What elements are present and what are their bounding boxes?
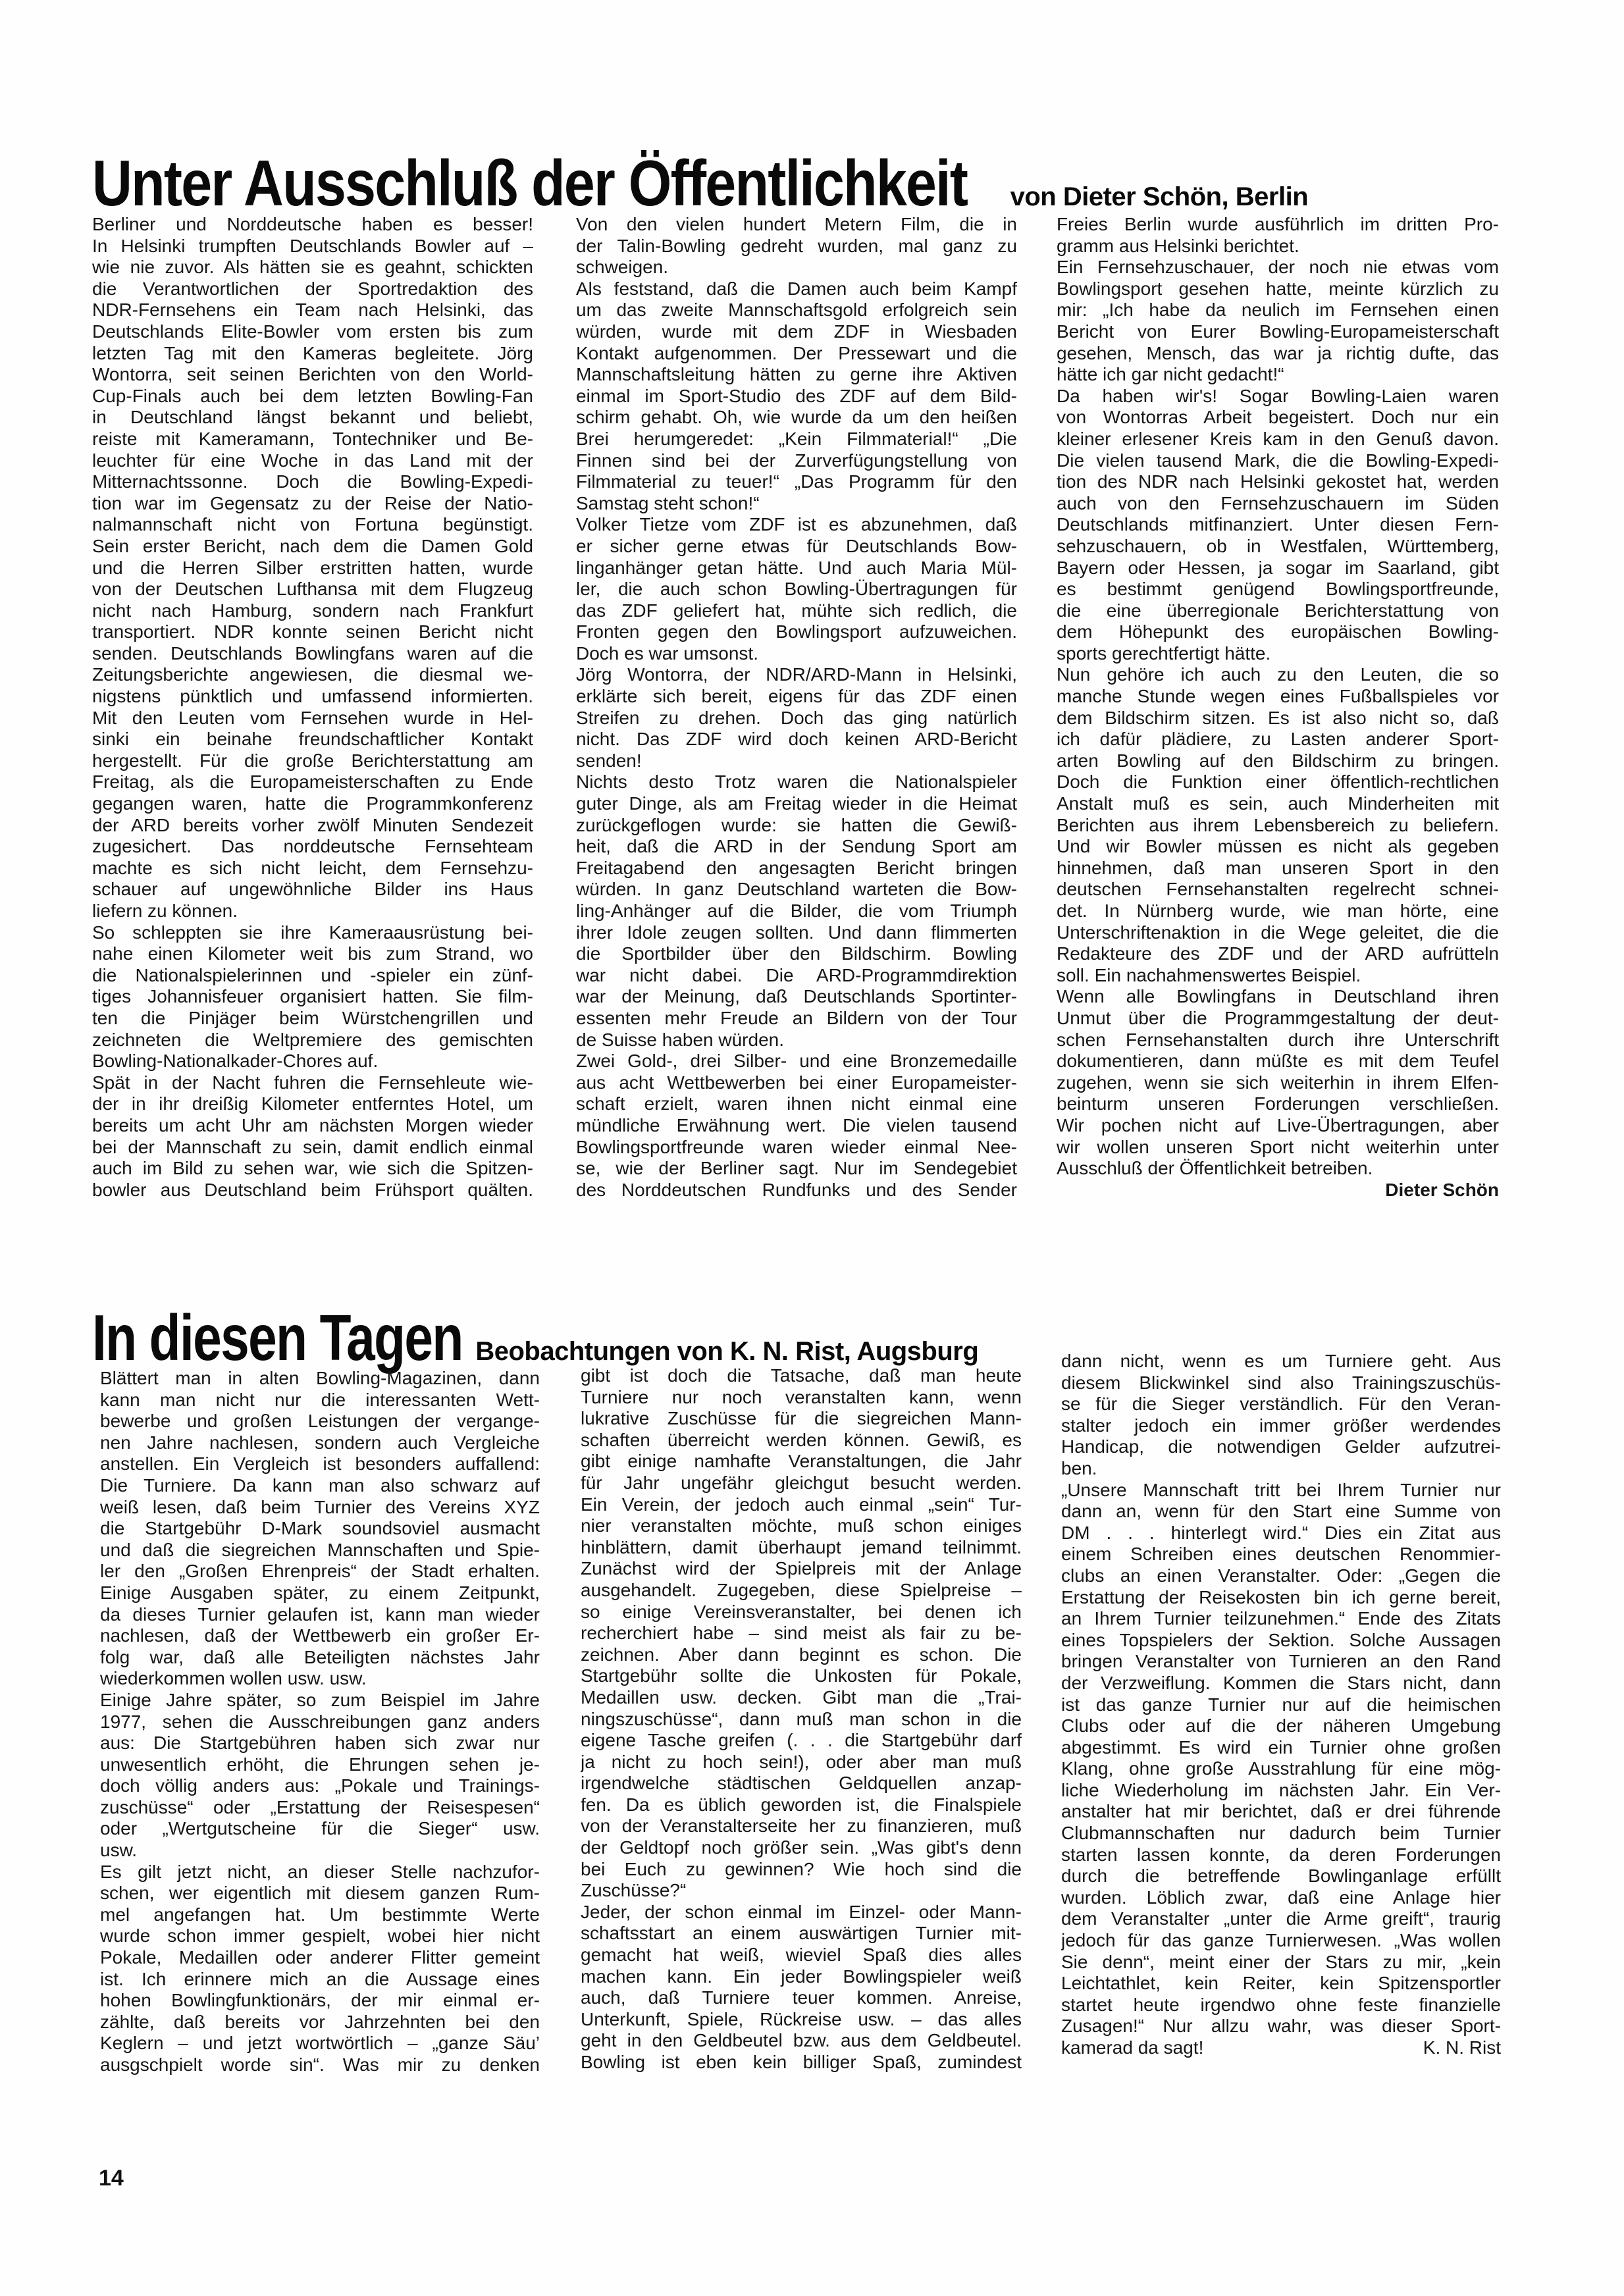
text-line: wir wollen unseren Sport nicht weiterhin unter (1057, 1136, 1499, 1157)
text-line: ihrer Idole zeugen sollten. Und dann flimmerten (576, 922, 1017, 943)
text-line: die Nationalspielerinnen und -spieler ein zünf- (92, 964, 533, 985)
text-line: weiß lesen, daß beim Turnier des Vereins XYZ (100, 1496, 540, 1517)
text-line: essenten mehr Freude an Bildern von der Tour (576, 1007, 1017, 1028)
text-line: Nichts desto Trotz waren die Nationalspieler (576, 771, 1017, 793)
text-line: Unmut über die Programmgestaltung der deut- (1057, 1007, 1499, 1028)
text-line: In Helsinki trumpften Deutschlands Bowler auf – (92, 235, 533, 256)
text-line: Es gilt jetzt nicht, an dieser Stelle nachzufor- (100, 1861, 540, 1882)
text-line: tion des NDR nach Helsinki gekostet hat, werden (1057, 471, 1499, 492)
text-line: eigene Tasche greifen (. . . die Startgebühr darf (581, 1730, 1022, 1751)
text-line: Brei herumgeredet: „Kein Filmmaterial!“ „Die (576, 428, 1017, 449)
text-line: nalmannschaft nicht von Fortuna begünstigt. (92, 514, 533, 535)
text-line: einem Schreiben eines deutschen Renommier- (1061, 1544, 1501, 1565)
text-line: Berliner und Norddeutsche haben es besser! (92, 214, 533, 234)
text-line: Clubs oder auf die der näheren Umgebung (1061, 1715, 1501, 1736)
text-line: wurde schon immer gespielt, wobei hier nicht (100, 1925, 540, 1946)
text-line: Turniere nur noch veranstalten kann, wenn (581, 1386, 1022, 1407)
text-line: der Verzweiflung. Kommen die Stars nicht, dann (1061, 1672, 1501, 1693)
text-line: dann an, wenn für den Start eine Summe von (1061, 1501, 1501, 1522)
text-line: da dieses Turnier gelaufen ist, kann man wieder (100, 1604, 540, 1625)
text-line: mündliche Erwähnung wert. Die vielen tausend (576, 1114, 1017, 1135)
text-line: recherchiert habe – sind meist als fair zu be- (581, 1623, 1022, 1644)
text-line: Clubmannschaften nur dadurch beim Turnier (1061, 1823, 1501, 1844)
text-line: nicht. Das ZDF wird doch keinen ARD-Bericht (576, 729, 1017, 750)
text-line: Sie denn“, meint einer der Stars zu mir, „kein (1061, 1951, 1501, 1972)
text-line: schaften überreicht werden können. Gewiß, es (581, 1429, 1022, 1450)
text-line: Erstattung der Reisekosten bin ich gerne bereit, (1061, 1586, 1501, 1607)
text-line: ausgschpielt worde sin“. Was mir zu denken (100, 2054, 540, 2075)
text-line: nigstens pünktlich und umfassend informierten. (92, 686, 533, 707)
text-line: schen, wer eigentlich mit diesem ganzen Rum- (100, 1883, 540, 1904)
text-line: dem Bildschirm sitzen. Es ist also nicht so, daß (1057, 707, 1499, 728)
text-line: schauer auf ungewöhnliche Bilder ins Haus (92, 879, 533, 900)
text-line: Startgebühr sollte die Unkosten für Pokale, (581, 1665, 1022, 1686)
text-line: arten Bowling auf den Bildschirm zu bringen. (1057, 750, 1499, 771)
closing-line-row (1061, 2037, 1501, 2059)
text-line: Da haben wir's! Sogar Bowling-Laien waren (1057, 385, 1499, 406)
text-line: in Deutschland längst bekannt und beliebt, (92, 407, 533, 428)
article1-signature: Dieter Schön (1385, 1179, 1499, 1200)
text-line: kleiner erlesener Kreis kam in den Genuß davon. (1057, 428, 1499, 449)
text-line: hinnehmen, daß man unseren Sport in den (1057, 857, 1499, 878)
text-line: linganhänger getan hätte. Und auch Maria Mül- (576, 557, 1017, 578)
text-line: Jeder, der schon einmal im Einzel- oder Mann- (581, 1901, 1022, 1922)
text-line: Wir pochen nicht auf Live-Übertragungen, aber (1057, 1114, 1499, 1135)
text-line: unwesentlich erhöht, die Ehrungen sehen je- (100, 1754, 540, 1775)
text-line: Nun gehöre ich auch zu den Leuten, die so (1057, 664, 1499, 685)
text-line: Spät in der Nacht fuhren die Fernsehleute wie- (92, 1072, 533, 1093)
article2-signature: K. N. Rist (1423, 2037, 1501, 2058)
text-line: ich dafür plädiere, zu Lasten anderer Sport- (1057, 729, 1499, 750)
text-line: det. In Nürnberg wurde, wie man hörte, eine (1057, 900, 1499, 921)
text-line: für Jahr ungefähr gleichgut besucht werden. (581, 1472, 1022, 1493)
text-line: dem Höhepunkt des europäischen Bowling- (1057, 621, 1499, 642)
text-line: ist. Ich erinnere mich an die Aussage eines (100, 1968, 540, 1989)
text-line: mir: „Ich habe da neulich im Fernsehen einen (1057, 300, 1499, 321)
text-line: zählte, daß bereits vor Jahrzehnten bei den (100, 2011, 540, 2032)
text-line: Bayern oder Hessen, ja sogar im Saarland, gibt (1057, 557, 1499, 578)
text-line: gibt ist doch die Tatsache, daß man heute (581, 1365, 1022, 1386)
text-line: Zusagen!“ Nur allzu wahr, was dieser Sport- (1061, 2016, 1501, 2037)
text-line: zurückgeflogen wurde: sie hatten die Gewiß- (576, 814, 1017, 835)
text-line: aus: Die Startgebühren haben sich zwar nur (100, 1733, 540, 1754)
text-line: schaftsstart an einem auswärtigen Turnier mit- (581, 1923, 1022, 1944)
article2-byline: Beobachtungen von K. N. Rist, Augsburg (475, 1337, 979, 1366)
text-line: doch völlig anders aus: „Pokale und Trainings- (100, 1775, 540, 1796)
text-line: aus acht Wettbewerben bei einer Europameister- (576, 1072, 1017, 1093)
text-line: anstellen. Ein Vergleich ist besonders auffallend: (100, 1453, 540, 1474)
text-line: Doch es war umsonst. (576, 642, 758, 664)
text-line: ler, die auch schon Bowling-Übertragungen für (576, 579, 1017, 600)
text-line: nen Jahre nachlesen, sondern auch Vergleiche (100, 1432, 540, 1453)
text-line: um das zweite Mannschaftsgold erfolgreich sein (576, 300, 1017, 321)
text-line: transportiert. NDR konnte seinen Bericht nicht (92, 621, 533, 642)
text-line: gibt einige namhafte Veranstaltungen, die Jahr (581, 1451, 1022, 1472)
text-line: erklärte sich bereit, eigens für das ZDF einen (576, 686, 1017, 707)
text-line: auch, daß Turniere teuer kommen. Anreise, (581, 1987, 1022, 2008)
text-line: irgendwelche städtischen Geldquellen anzap- (581, 1773, 1022, 1794)
text-line: Leichtathlet, kein Reiter, kein Spitzensportler (1061, 1973, 1501, 1994)
text-line: zuschüsse“ oder „Erstattung der Reisespesen“ (100, 1796, 540, 1817)
text-line: sports gerechtfertigt hätte. (1057, 642, 1271, 664)
text-line: senden! (576, 750, 642, 771)
text-line: Redakteure des ZDF und der ARD aufrütteln (1057, 943, 1499, 964)
text-line: Blättert man in alten Bowling-Magazinen, dann (100, 1368, 540, 1388)
text-line: Anstalt muß es sein, auch Minderheiten mit (1057, 793, 1499, 814)
text-line: senden. Deutschlands Bowlingfans waren auf die (92, 642, 533, 664)
text-line: Samstag steht schon!“ (576, 492, 760, 513)
text-line: ja nicht zu hoch sein!), oder aber man muß (581, 1751, 1022, 1772)
text-line: Unterschriftenaktion in die Wege geleitet, die die (1057, 922, 1499, 943)
text-line: hinblättern, damit überhaupt jemand teilnimmt. (581, 1536, 1022, 1557)
text-line: heit, daß die ARD in der Sendung Sport am (576, 836, 1017, 857)
text-line: Freitag, als die Europameisterschaften zu Ende (92, 771, 533, 793)
text-line: oder „Wertgutscheine für die Sieger“ usw. (100, 1818, 540, 1839)
article1-byline: von Dieter Schön, Berlin (1010, 182, 1309, 211)
text-line: von der Veranstalterseite her zu finanzieren, muß (581, 1815, 1022, 1837)
text-line: soll. Ein nachahmenswertes Beispiel. (1057, 964, 1361, 985)
text-line: Ein Fernsehzuschauer, der noch nie etwas vom (1057, 257, 1499, 278)
text-line: liche Wiederholung im nächsten Jahr. Ein Ver- (1061, 1779, 1501, 1800)
text-line: deutschen Fernsehanstalten regelrecht schnei- (1057, 879, 1499, 900)
text-line: se, wie der Berliner sagt. Nur im Sendegebiet (576, 1158, 1017, 1179)
text-line: Berichten aus ihrem Lebensbereich zu beliefern. (1057, 814, 1499, 835)
text-line: reiste mit Kameramann, Tontechniker und Be- (92, 428, 533, 449)
text-line: Deutschlands mitfinanziert. Unter diesen Fern- (1057, 514, 1499, 535)
text-line: nier veranstalten möchte, muß schon einiges (581, 1515, 1022, 1536)
text-line: machen kann. Ein jeder Bowlingspieler weiß (581, 1966, 1022, 1987)
text-line: letzten Tag mit den Kameras begleitete. Jörg (92, 342, 533, 363)
text-line: starten lassen konnte, da deren Forderungen (1061, 1844, 1501, 1865)
article2-column-3 (1061, 1351, 1501, 2059)
text-line: Deutschlands Elite-Bowler vom ersten bis zum (92, 321, 533, 342)
text-line: auch im Bild zu sehen war, wie sich die Spitzen- (92, 1158, 533, 1179)
text-line: der Talin-Bowling gedreht wurden, mal ganz zu (576, 235, 1017, 256)
text-line: liefern zu können. (92, 900, 238, 921)
text-line: Die vielen tausend Mark, die die Bowling-Expedi- (1057, 450, 1499, 471)
text-line: ist das ganze Turnier nur auf die heimischen (1061, 1694, 1501, 1715)
text-line: nachlesen, daß der Wettbewerb ein großer Er- (100, 1625, 540, 1646)
text-line: bereits um acht Uhr am nächsten Morgen wieder (92, 1114, 533, 1135)
text-line: und daß die siegreichen Mannschaften und Spie- (100, 1539, 540, 1560)
text-line: 1977, sehen die Ausschreibungen ganz anders (100, 1711, 540, 1732)
text-line: bringen Veranstalter von Turnieren an den Rand (1061, 1651, 1501, 1672)
text-line: ben. (1061, 1457, 1097, 1478)
text-line: Die Turniere. Da kann man also schwarz auf (100, 1474, 540, 1496)
text-line: an Ihrem Turnier teilzunehmen.“ Ende des Zitats (1061, 1608, 1501, 1629)
text-line: die eine überregionale Berichterstattung von (1057, 600, 1499, 621)
text-line: dem Veranstalter „unter die Arme greift“, traurig (1061, 1908, 1501, 1929)
text-line: schirm gehabt. Oh, wie wurde da um den heißen (576, 407, 1017, 428)
text-line: Zunächst wird der Spielpreis mit der Anlage (581, 1558, 1022, 1579)
text-line: bei der Mannschaft zu sein, damit endlich einmal (92, 1136, 533, 1157)
text-line: die Verantwortlichen der Sportredaktion des (92, 278, 533, 299)
text-line: Ein Verein, der jedoch auch einmal „sein“ Tur- (581, 1494, 1022, 1515)
article2-title: In diesen Tagen (92, 1301, 463, 1374)
text-line: Und wir Bowler müssen es nicht als gegeben (1057, 836, 1499, 857)
text-line: Bowling-Nationalkader-Chores auf. (92, 1051, 379, 1072)
text-line: nicht nach Hamburg, sondern nach Frankfurt (92, 600, 533, 621)
text-line: beinturm unseren Forderungen verschließen. (1057, 1093, 1499, 1114)
text-line: schaft erzielt, waren ihnen nicht einmal eine (576, 1093, 1017, 1114)
text-line: clubs an einen Veranstalter. Oder: „Gegen die (1061, 1565, 1501, 1586)
text-line: der Geldtopf noch größer sein. „Was gibt's denn (581, 1837, 1022, 1858)
text-line: dokumentieren, dann müßte es mit dem Teufel (1057, 1051, 1499, 1072)
text-line: stalter jedoch ein immer größer werdendes (1061, 1415, 1501, 1436)
text-line: ningszuschüsse“, dann muß man schon in die (581, 1708, 1022, 1729)
text-line: Als feststand, daß die Damen auch beim Kampf (576, 278, 1017, 299)
text-line: Fronten gegen den Bowlingsport aufzuweichen. (576, 621, 1017, 642)
text-line: zeichneten die Weltpremiere des gemischten (92, 1029, 533, 1050)
text-line: jedoch für das ganze Turnierwesen. „Was wollen (1061, 1930, 1501, 1951)
text-line: war nicht dabei. Die ARD-Programmdirektion (576, 964, 1017, 985)
text-line: bei Euch zu gewinnen? Wie hoch sind die (581, 1858, 1022, 1879)
text-line: auch von den Fernsehzuschauern im Süden (1057, 492, 1499, 513)
article1-column-1 (92, 214, 533, 1201)
text-line: das ZDF geliefert hat, mühte sich redlich, die (576, 600, 1017, 621)
text-line: se für die Sieger verständlich. Für den Veran- (1061, 1394, 1501, 1415)
text-line: und die Herren Silber erstritten hatten, wurde (92, 557, 533, 578)
text-line: Bowlingsport gesehen hatte, meinte kürzlich zu (1057, 278, 1499, 299)
text-line: Mitternachtssonne. Doch die Bowling-Expedi- (92, 471, 533, 492)
text-line: eines Topspielers der Sektion. Solche Aussagen (1061, 1629, 1501, 1650)
text-line: Doch die Funktion einer öffentlich-rechtlichen (1057, 771, 1499, 793)
text-line: sehzuschauern, ob in Westfalen, Württemberg, (1057, 535, 1499, 556)
text-line: Bericht von Eurer Bowling-Europameisterschaft (1057, 321, 1499, 342)
text-line: de Suisse haben würden. (576, 1029, 784, 1050)
article2-closing-text: kamerad da sagt! (1061, 2037, 1204, 2058)
text-line: leuchter für eine Woche in das Land mit der (92, 450, 533, 471)
text-line: dann nicht, wenn es um Turniere geht. Aus (1061, 1351, 1501, 1371)
text-line: bowler aus Deutschland beim Frühsport quälten. (92, 1179, 533, 1200)
text-line: würden, wurde mit dem ZDF in Wiesbaden (576, 321, 1017, 342)
text-line: von Wontorras Arbeit begeistert. Doch nur ein (1057, 407, 1499, 428)
text-line: zugehen, wenn sie sich weiterhin in ihrem Elfen- (1057, 1072, 1499, 1093)
text-line: Medaillen usw. decken. Gibt man die „Trai- (581, 1686, 1022, 1708)
text-line: fen. Da es üblich geworden ist, die Finalspiele (581, 1794, 1022, 1815)
text-line: die Startgebühr D-Mark soundsoviel ausmacht (100, 1518, 540, 1539)
text-line: „Unsere Mannschaft tritt bei Ihrem Turnier nur (1061, 1479, 1501, 1500)
text-line: usw. (100, 1840, 138, 1861)
text-line: Mannschaftsleitung hätten zu gerne ihre Aktiven (576, 364, 1017, 385)
text-line: es bestimmt genügend Bowlingsportfreunde, (1057, 579, 1499, 600)
article1-column-2 (576, 214, 1017, 1201)
text-line: Finnen sind bei der Zurverfügungstellung von (576, 450, 1017, 471)
text-line: machte es sich nicht leicht, dem Fernsehzu- (92, 857, 533, 878)
page-number: 14 (99, 2166, 124, 2191)
text-line: So schleppten sie ihre Kameraausrüstung bei- (92, 922, 533, 943)
text-line: Handicap, die notwendigen Gelder aufzutrei- (1061, 1436, 1501, 1457)
text-line: kann man nicht nur die interessanten Wett- (100, 1389, 540, 1410)
text-line: Sein erster Bericht, nach dem die Damen Gold (92, 535, 533, 556)
text-line: hergestellt. Für die große Berichterstattung am (92, 750, 533, 771)
text-line: Freies Berlin wurde ausführlich im dritten Pro- (1057, 214, 1499, 234)
text-line: tion war im Gegensatz zu der Reise der Natio- (92, 492, 533, 513)
text-line: wiederkommen wollen usw. usw. (100, 1668, 367, 1689)
text-line: Filmmaterial zu teuer!“ „Das Programm für den (576, 471, 1017, 492)
text-line: Mit den Leuten vom Fernsehen wurde in Hel- (92, 707, 533, 728)
text-line: DM . . . hinterlegt wird.“ Dies ein Zitat aus (1061, 1522, 1501, 1543)
text-line: er sicher gerne etwas für Deutschlands Bow- (576, 535, 1017, 556)
text-line: zugesichert. Das norddeutsche Fernsehteam (92, 836, 533, 857)
text-line: hätte ich gar nicht gedacht!“ (1057, 364, 1284, 385)
text-line: abgestimmt. Es wird ein Turnier ohne großen (1061, 1736, 1501, 1758)
text-line: gegangen waren, hatte die Programmkonferenz (92, 793, 533, 814)
text-line: ler den „Großen Ehrenpreis“ der Stadt erhalten. (100, 1561, 540, 1582)
text-line: Zeitungsberichte angewiesen, die diesmal we- (92, 664, 533, 685)
text-line: zeichnen. Aber dann beginnt es schon. Die (581, 1644, 1022, 1665)
article1-title: Unter Ausschluß der Öffentlichkeit (92, 147, 968, 219)
text-line: gesehen, Mensch, das war ja richtig dufte, das (1057, 342, 1499, 363)
text-line: gemacht hat weiß, wieviel Spaß dies alles (581, 1944, 1022, 1966)
text-line: bewerbe und großen Leistungen der vergange- (100, 1411, 540, 1432)
text-line: guter Dinge, als am Freitag wieder in die Heimat (576, 793, 1017, 814)
text-line: diesem Blickwinkel sind also Trainingszuschüs- (1061, 1372, 1501, 1393)
text-line: Keglern – und jetzt wortwörtlich – „ganze Säu’ (100, 2033, 540, 2054)
text-line: folg war, daß alle Beteiligten nächstes Jahr (100, 1646, 540, 1667)
text-line: lukrative Zuschüsse für die siegreichen Mann- (581, 1408, 1022, 1429)
text-line: schweigen. (576, 257, 669, 278)
text-line: von der Deutschen Lufthansa mit dem Flugzeug (92, 579, 533, 600)
text-line: des Norddeutschen Rundfunks und des Sender (576, 1179, 1017, 1200)
text-line: der ARD bereits vorher zwölf Minuten Sendezeit (92, 814, 533, 835)
text-line: Zwei Gold-, drei Silber- und eine Bronzemedaille (576, 1051, 1017, 1072)
text-line: der in ihr dreißig Kilometer entferntes Hotel, um (92, 1093, 533, 1114)
text-line: einmal im Sport-Studio des ZDF auf dem Bild- (576, 385, 1017, 406)
text-line: die Sportbilder über den Bildschirm. Bowling (576, 943, 1017, 964)
text-line: ausgehandelt. Zugegeben, diese Spielpreise – (581, 1579, 1022, 1600)
text-line: Wontorra, seit seinen Berichten von den World- (92, 364, 533, 385)
article1-column-3 (1057, 214, 1499, 1201)
article2-header (92, 1301, 978, 1375)
text-line: Von den vielen hundert Metern Film, die in (576, 214, 1017, 234)
text-line: Ausschluß der Öffentlichkeit betreiben. (1057, 1158, 1373, 1179)
text-line: war der Meinung, daß Deutschlands Sportinter- (576, 986, 1017, 1007)
text-line: hohen Bowlingfunktionärs, der mir einmal er- (100, 1990, 540, 2011)
text-line: durch die betreffende Bowlinganlage erfüllt (1061, 1866, 1501, 1887)
text-line: ten die Pinjäger beim Würstchengrillen und (92, 1007, 533, 1028)
text-line: Kontakt aufgenommen. Der Pressewart und die (576, 342, 1017, 363)
text-line: Streifen zu drehen. Doch das ging natürlich (576, 707, 1017, 728)
text-line: Unterkunft, Spiele, Rückreise usw. – das alles (581, 2008, 1022, 2029)
text-line: manche Stunde wegen eines Fußballspieles vor (1057, 686, 1499, 707)
text-line: sinki ein beinahe freundschaftlicher Kontakt (92, 729, 533, 750)
text-line: geht in den Geldbeutel bzw. aus dem Geldbeutel. (581, 2030, 1022, 2051)
text-line: würden. In ganz Deutschland warteten die Bow- (576, 879, 1017, 900)
text-line: Wenn alle Bowlingfans in Deutschland ihren (1057, 986, 1499, 1007)
text-line: schen Fernsehanstalten durch ihre Unterschrift (1057, 1029, 1499, 1050)
text-line: wurden. Löblich zwar, daß eine Anlage hier (1061, 1887, 1501, 1908)
text-line: Pokale, Medaillen oder anderer Flitter gemeint (100, 1947, 540, 1968)
text-line: anstalter hat mir berichtet, daß er drei führende (1061, 1801, 1501, 1822)
text-line: ling-Anhänger auf die Bilder, die vom Triumph (576, 900, 1017, 921)
text-line: Einige Ausgaben später, zu einem Zeitpunkt, (100, 1582, 540, 1603)
text-line: mel angefangen hat. Um bestimmte Werte (100, 1904, 540, 1925)
text-line: gramm aus Helsinki berichtet. (1057, 235, 1299, 256)
text-line: Bowling ist eben kein billiger Spaß, zumindest (581, 2052, 1022, 2072)
text-line: Klang, ohne große Ausstrahlung für eine mög- (1061, 1758, 1501, 1779)
text-line: so einige Vereinsveranstalter, bei denen ich (581, 1601, 1022, 1622)
text-line: wie nie zuvor. Als hätten sie es geahnt, schickten (92, 257, 533, 278)
text-line: Volker Tietze vom ZDF ist es abzunehmen, daß (576, 514, 1017, 535)
text-line: nahe einen Kilometer weit bis zum Strand, wo (92, 943, 533, 964)
text-line: startet heute irgendwo ohne feste finanzielle (1061, 1994, 1501, 2015)
article2-column-2 (581, 1365, 1022, 2074)
text-line: Zuschüsse?“ (581, 1880, 687, 1901)
article1-header (92, 146, 1308, 221)
text-line: NDR-Fernsehens ein Team nach Helsinki, das (92, 300, 533, 321)
text-line: tiges Johannisfeuer organisiert hatten. Sie film- (92, 986, 533, 1007)
text-line: Freitagabend den angesagten Bericht bringen (576, 857, 1017, 878)
text-line: Bowlingsportfreunde waren wieder einmal Nee- (576, 1136, 1017, 1157)
text-line: Einige Jahre später, so zum Beispiel im Jahre (100, 1689, 540, 1710)
article2-column-1 (100, 1368, 540, 2076)
text-line: Jörg Wontorra, der NDR/ARD-Mann in Helsinki, (576, 664, 1017, 685)
text-line: Cup-Finals auch bei dem letzten Bowling-Fan (92, 385, 533, 406)
